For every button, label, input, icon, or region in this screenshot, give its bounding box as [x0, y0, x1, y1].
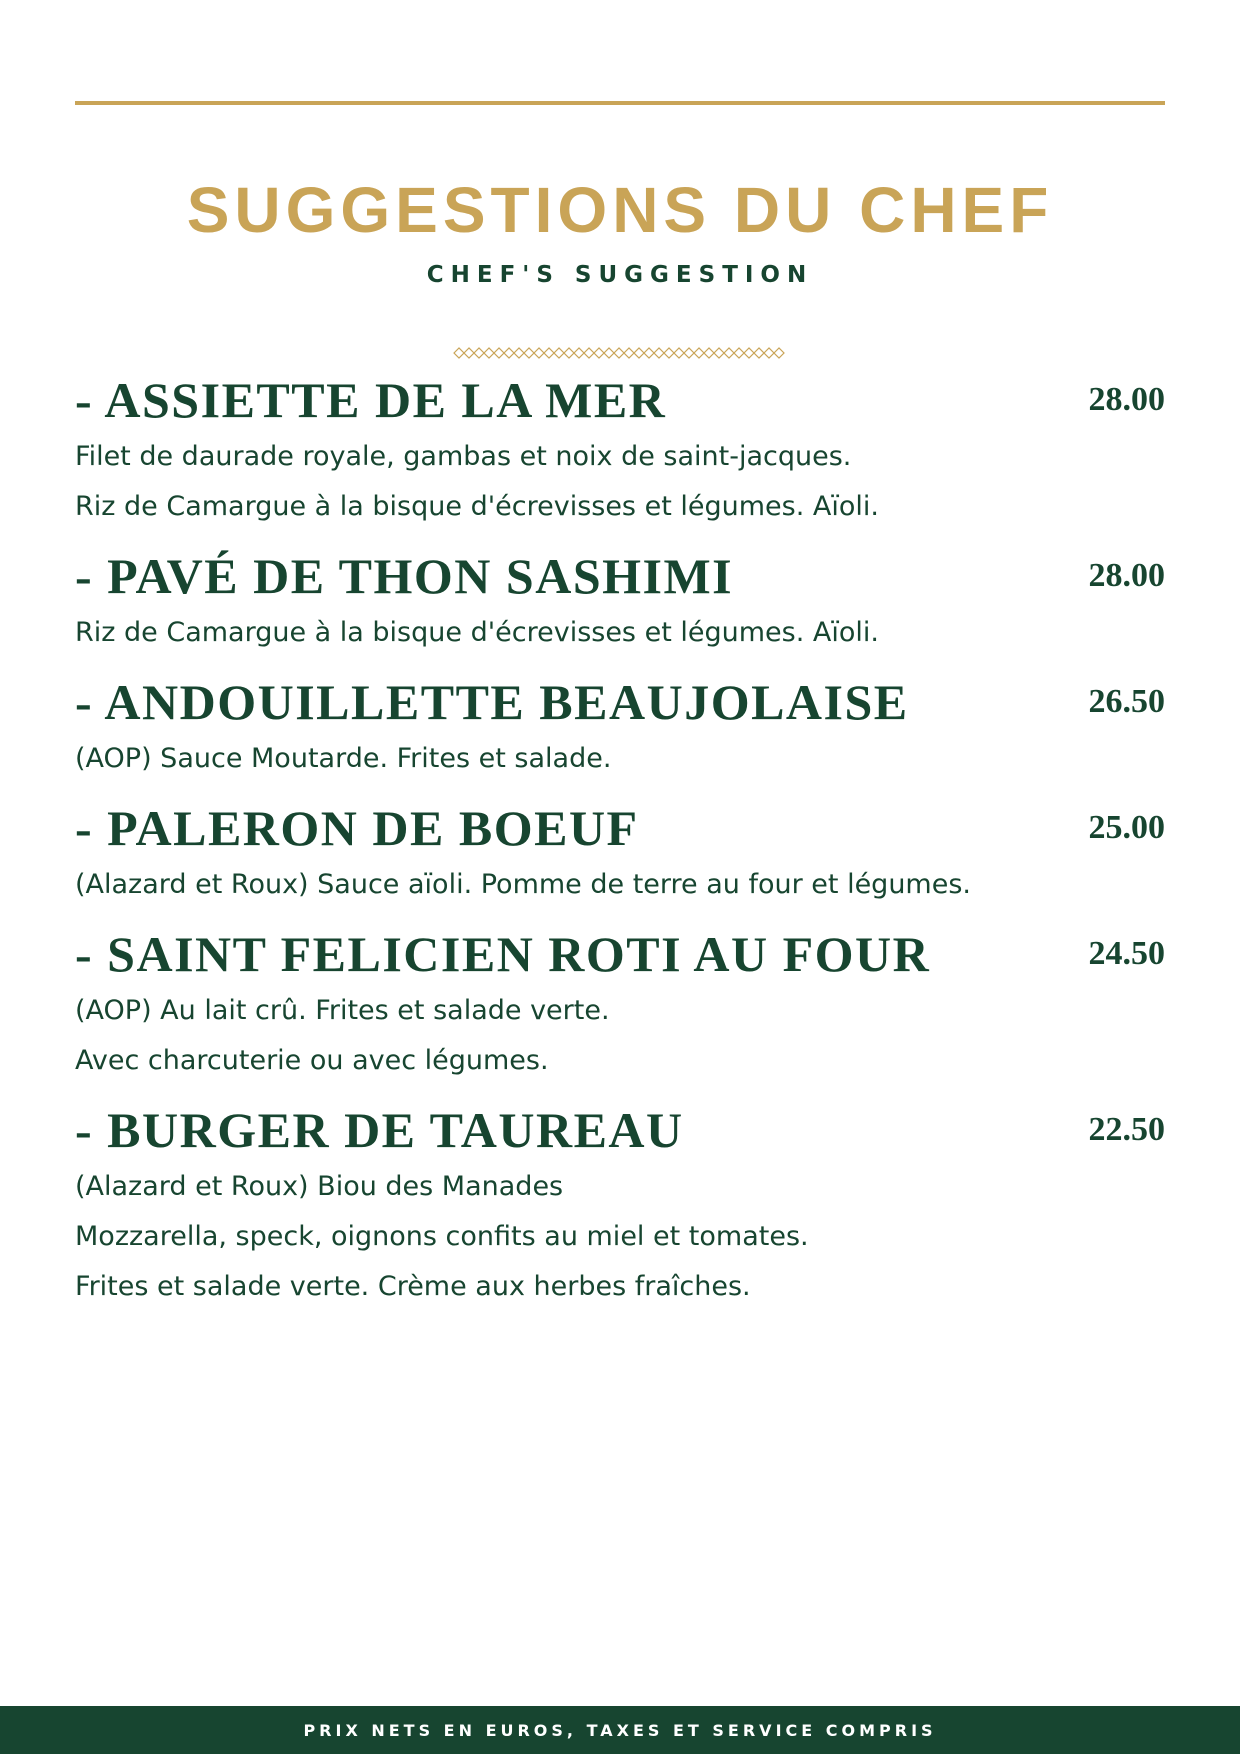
menu-item: [75, 544, 1165, 658]
menu-item-price: 26.50: [1088, 683, 1165, 720]
menu-item-price: 22.50: [1088, 1111, 1165, 1148]
ornament-diamond: [724, 348, 734, 358]
menu-item-description: (AOP) Sauce Moutarde. Frites et salade.: [75, 743, 612, 774]
menu-item-name: - PALERON DE BOEUF: [75, 800, 639, 856]
menu-item-description: Riz de Camargue à la bisque d'écrevisses et légumes. Aïoli.: [75, 617, 879, 648]
menu-item-name: - SAINT FELICIEN ROTI AU FOUR: [75, 926, 931, 982]
ornament-diamond: [644, 348, 654, 358]
ornament-diamond: [464, 348, 474, 358]
ornament-diamond: [494, 348, 504, 358]
ornament-diamond: [584, 348, 594, 358]
menu-item-description: (AOP) Au lait crû. Frites et salade verte.: [75, 995, 610, 1026]
ornament-diamond: [764, 348, 774, 358]
ornament-diamond: [554, 348, 564, 358]
menu-item-description: Filet de daurade royale, gambas et noix de saint-jacques.: [75, 441, 852, 472]
menu-item-description: Riz de Camargue à la bisque d'écrevisses et légumes. Aïoli.: [75, 491, 879, 522]
menu-item: [75, 1098, 1165, 1312]
menu-item-name: - PAVÉ DE THON SASHIMI: [75, 548, 734, 604]
ornament-diamond: [454, 348, 464, 358]
ornament-diamond: [684, 348, 694, 358]
menu-item-price: 24.50: [1088, 935, 1165, 972]
menu-item-name: - ASSIETTE DE LA MER: [75, 372, 667, 428]
ornament-divider: [453, 346, 787, 360]
page-title: SUGGESTIONS DU CHEF: [186, 174, 1054, 246]
ornament-diamond: [654, 348, 664, 358]
ornament-diamond: [594, 348, 604, 358]
page-subtitle: CHEF'S SUGGESTION: [426, 262, 814, 288]
menu-item: [75, 922, 1165, 1086]
menu-item: [75, 368, 1165, 532]
menu-item-description: Avec charcuterie ou avec légumes.: [75, 1045, 549, 1076]
ornament-diamond: [514, 348, 524, 358]
menu-item: [75, 796, 1165, 910]
footer-note: PRIX NETS EN EUROS, TAXES ET SERVICE COMPRIS: [303, 1720, 937, 1740]
ornament-diamond: [544, 348, 554, 358]
ornament-diamond: [624, 348, 634, 358]
menu-item-price: 28.00: [1088, 381, 1165, 418]
menu-item-description: (Alazard et Roux) Biou des Manades: [75, 1171, 564, 1202]
menu-item-description: Frites et salade verte. Crème aux herbes fraîches.: [75, 1271, 751, 1302]
ornament-diamond: [534, 348, 544, 358]
ornament-diamond: [734, 348, 744, 358]
ornament-diamond: [694, 348, 704, 358]
ornament-diamond: [774, 348, 784, 358]
ornament-diamond: [484, 348, 494, 358]
ornament-diamond: [504, 348, 514, 358]
ornament-diamond: [564, 348, 574, 358]
ornament-diamond: [704, 348, 714, 358]
ornament-diamond: [604, 348, 614, 358]
menu-list: [75, 368, 1165, 1324]
menu-item-price: 25.00: [1088, 809, 1165, 846]
ornament-diamond: [634, 348, 644, 358]
top-divider: [75, 101, 1165, 105]
ornament-diamond: [574, 348, 584, 358]
menu-item-description: Mozzarella, speck, oignons confits au miel et tomates.: [75, 1221, 809, 1252]
ornament-diamond: [664, 348, 674, 358]
menu-item: [75, 670, 1165, 784]
ornament-diamond: [714, 348, 724, 358]
ornament-diamond: [524, 348, 534, 358]
ornament-diamond: [744, 348, 754, 358]
menu-item-name: - BURGER DE TAUREAU: [75, 1102, 684, 1158]
ornament-diamond: [754, 348, 764, 358]
menu-item-name: - ANDOUILLETTE BEAUJOLAISE: [75, 674, 909, 730]
menu-item-description: (Alazard et Roux) Sauce aïoli. Pomme de terre au four et légumes.: [75, 869, 971, 900]
footer-bar: [0, 1706, 1240, 1754]
ornament-diamond: [614, 348, 624, 358]
ornament-diamond: [674, 348, 684, 358]
ornament-diamond: [474, 348, 484, 358]
menu-item-price: 28.00: [1088, 557, 1165, 594]
